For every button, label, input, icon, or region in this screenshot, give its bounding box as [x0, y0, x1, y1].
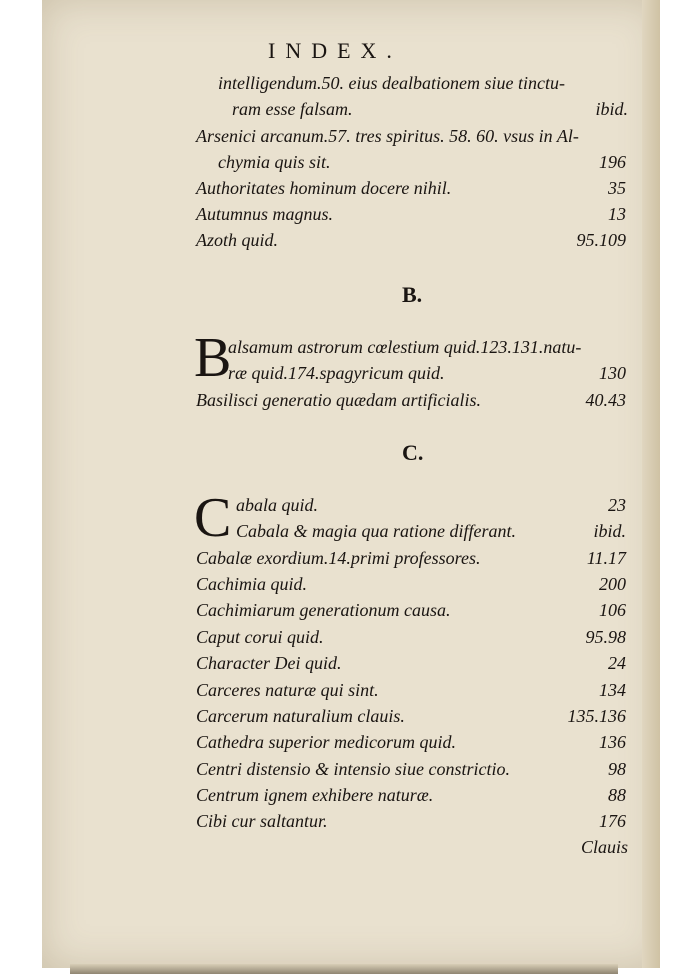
catchword: Clauis	[580, 837, 628, 857]
index-entry-text: Basilisci generatio quædam artificialis.	[196, 390, 481, 410]
index-entry-text: Azoth quid.	[196, 230, 279, 250]
index-entry-text: intelligendum.50. eius dealbationem siue tinctu-	[218, 73, 565, 93]
index-entry-text: Centrum ignem exhibere naturæ.	[196, 785, 434, 805]
index-entry-page: ibid.	[595, 99, 628, 119]
index-entry-page: 98	[608, 759, 626, 779]
index-entry-page: 106	[599, 600, 626, 620]
index-entry-page: 135.136	[567, 706, 626, 726]
index-entry-page: 176	[599, 811, 626, 831]
index-entry-page: 35	[608, 178, 626, 198]
index-entry-page: 13	[608, 204, 626, 224]
drop-cap-c: C	[194, 487, 232, 549]
index-entry-page: 23	[608, 495, 626, 515]
index-entry-text: Cabalæ exordium.14.primi professores.	[196, 548, 481, 568]
index-entry-page: 88	[608, 785, 626, 805]
index-entry-text: Autumnus magnus.	[196, 204, 334, 224]
section-letter-c: C.	[402, 440, 424, 465]
index-entry-text: Carcerum naturalium clauis.	[196, 706, 405, 726]
index-entry-page: 130	[599, 363, 626, 383]
index-entry-text: ræ quid.174.spagyricum quid.	[228, 363, 445, 383]
index-entry-text: Centri distensio & intensio siue constrictio.	[196, 759, 510, 779]
index-entry-text: Authoritates hominum docere nihil.	[196, 178, 452, 198]
index-entry-text: Carceres naturæ qui sint.	[196, 680, 379, 700]
index-entry-text: chymia quis sit.	[218, 152, 331, 172]
index-entry-page: 95.109	[576, 230, 626, 250]
page-header: INDEX.	[268, 38, 402, 63]
index-entry-page: 196	[599, 152, 626, 172]
index-entry-page: 200	[599, 574, 626, 594]
index-entry-text: alsamum astrorum cœlestium quid.123.131.natu-	[228, 337, 582, 357]
index-entry-page: 40.43	[585, 390, 626, 410]
section-letter-b: B.	[402, 282, 423, 307]
index-entry-page: 11.17	[586, 548, 626, 568]
index-entry-page: 24	[608, 653, 626, 673]
index-entry-page: ibid.	[593, 521, 626, 541]
index-entry-text: Cathedra superior medicorum quid.	[196, 732, 456, 752]
index-entry-page: 136	[599, 732, 626, 752]
index-entry-page: 134	[599, 680, 626, 700]
index-entry-text: Cachimiarum generationum causa.	[196, 600, 451, 620]
index-entry-text: Character Dei quid.	[196, 653, 342, 673]
index-entry-text: abala quid.	[236, 495, 319, 515]
index-entry-page: 95.98	[585, 627, 626, 647]
index-entry-text: Cibi cur saltantur.	[196, 811, 328, 831]
index-entry-text: ram esse falsam.	[232, 99, 353, 119]
index-entry-text: Cachimia quid.	[196, 574, 307, 594]
index-entry-text: Caput corui quid.	[196, 627, 324, 647]
index-entry-text: Arsenici arcanum.57. tres spiritus. 58. 60. vsus in Al-	[196, 126, 579, 146]
drop-cap-b: B	[194, 327, 232, 389]
index-entry-text: Cabala & magia qua ratione differant.	[236, 521, 517, 541]
